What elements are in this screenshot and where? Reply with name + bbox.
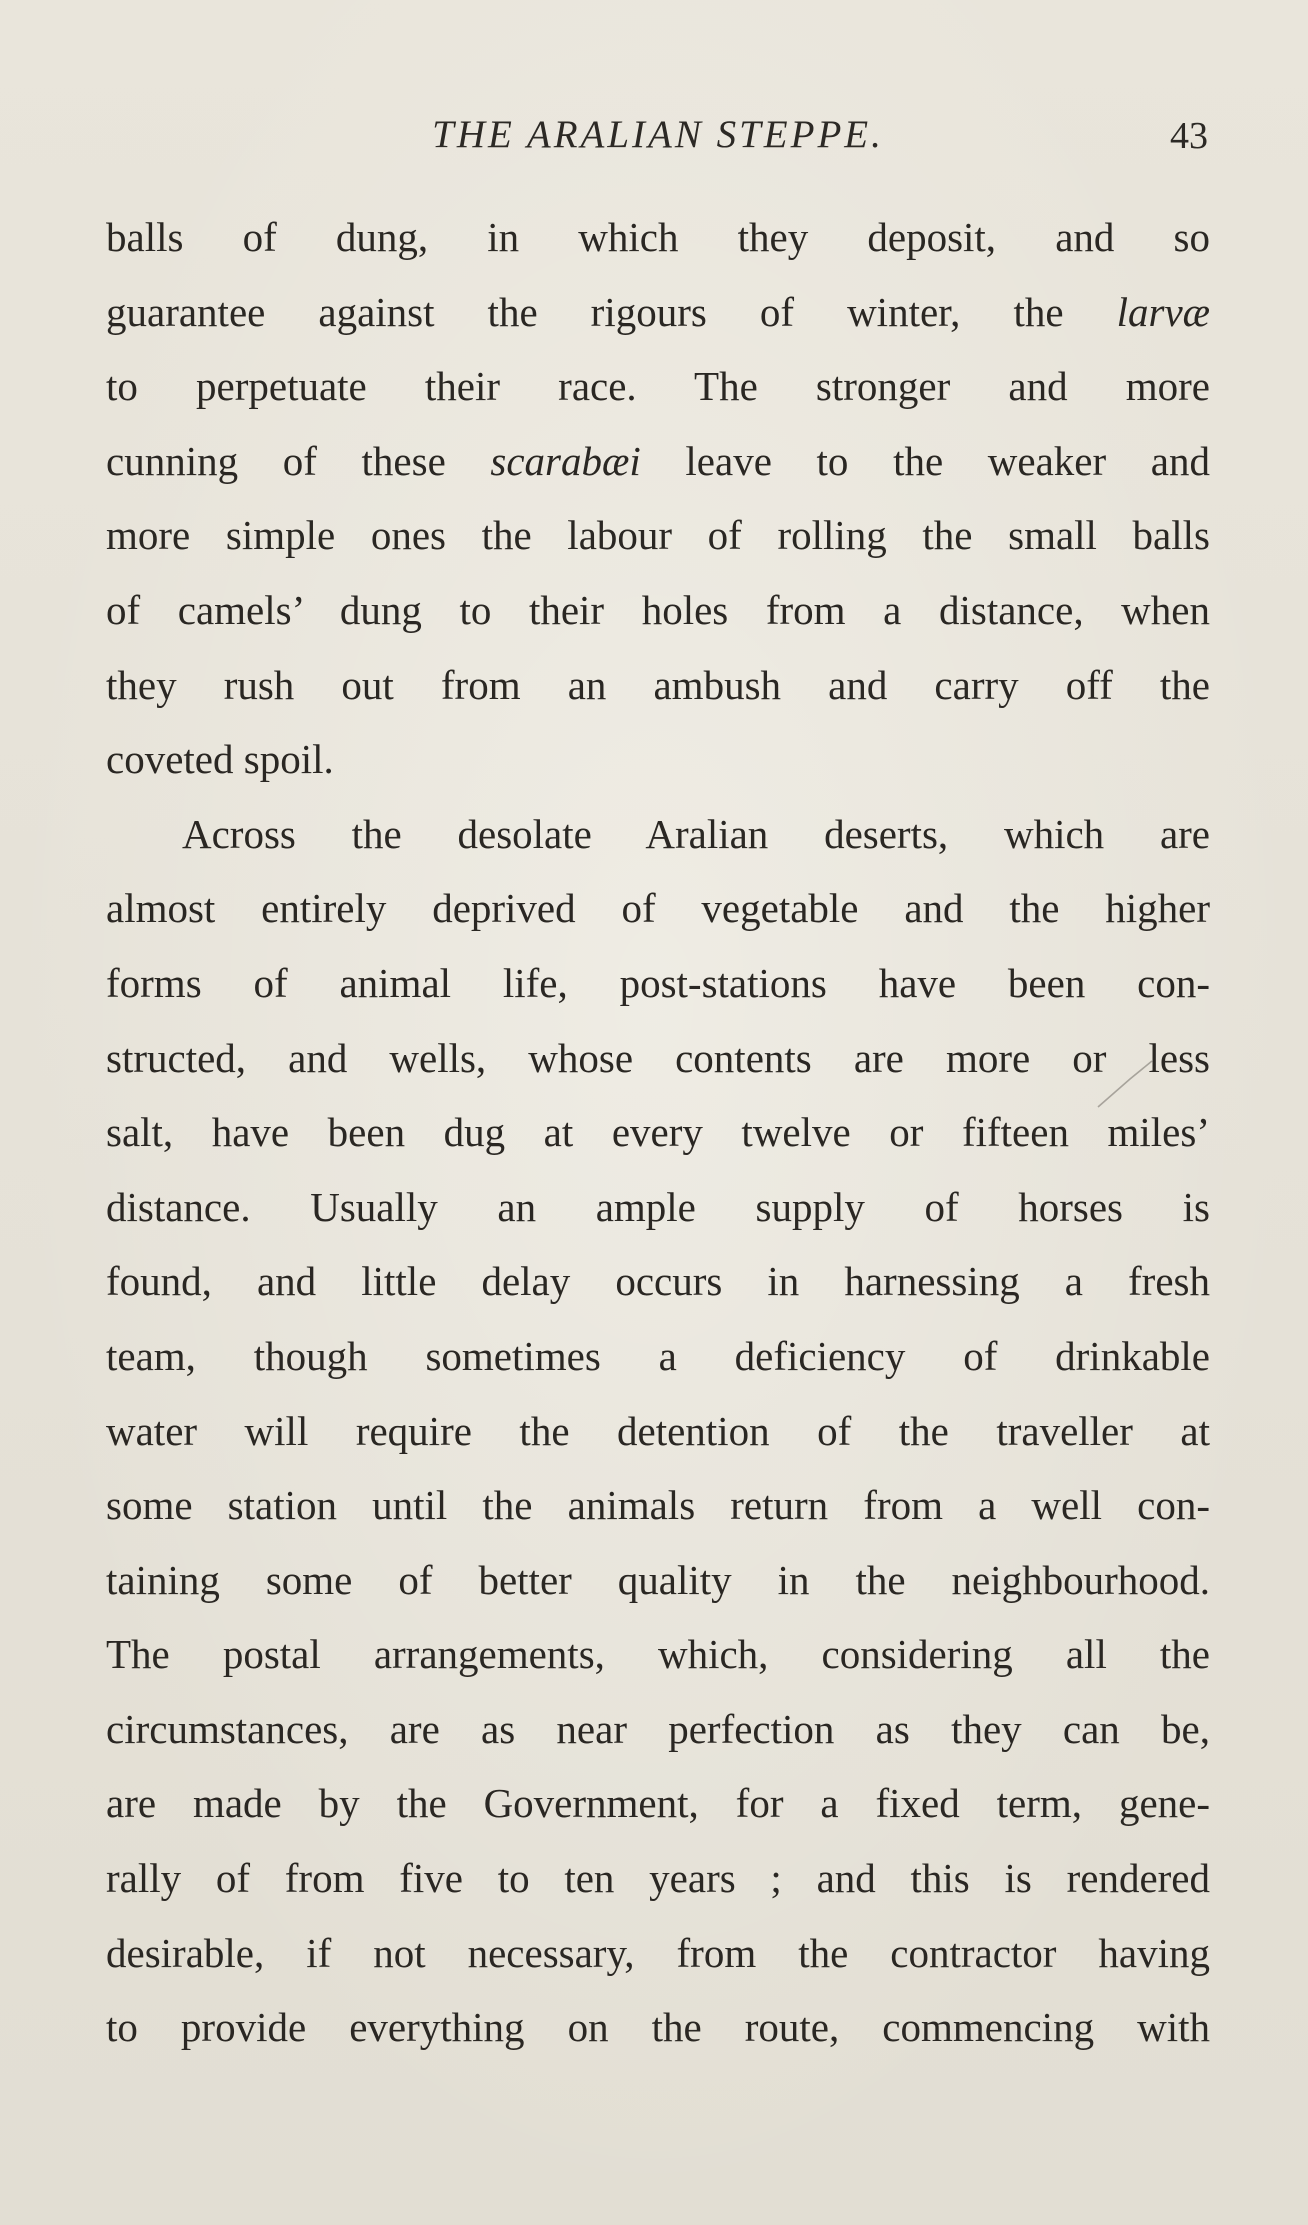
text-line: water will require the detention of the traveller at <box>106 1407 1210 1454</box>
text-line: almost entirely deprived of vegetable and the higher <box>106 885 1210 932</box>
text-line: salt, have been dug at every twelve or fifteen miles’ <box>106 1109 1210 1156</box>
text-line: rally of from five to ten years ; and this is rendered <box>106 1855 1210 1902</box>
italic-term-scarabaei: scarabæi <box>490 437 641 484</box>
text-line: The postal arrangements, which, considering all the <box>106 1631 1210 1678</box>
text-line: team, though sometimes a deficiency of drinkable <box>106 1332 1210 1379</box>
text-line: some station until the animals return from a well con- <box>106 1482 1210 1529</box>
text-line: are made by the Government, for a fixed term, gene- <box>106 1780 1210 1827</box>
text-span: guarantee against the rigours of winter, the <box>106 288 1117 335</box>
text-line: they rush out from an ambush and carry off the <box>106 661 1210 708</box>
text-line: taining some of better quality in the neighbourhood. <box>106 1556 1210 1603</box>
running-head <box>106 108 1210 168</box>
running-title: THE ARALIAN STEPPE. <box>432 113 884 156</box>
text-line: coveted spoil. <box>106 736 334 783</box>
text-line: balls of dung, in which they deposit, and so <box>106 214 1210 260</box>
italic-term-larvae: larvæ <box>1116 288 1210 335</box>
text-line: desirable, if not necessary, from the contractor having <box>106 1929 1210 1976</box>
text-line: distance. Usually an ample supply of horses is <box>106 1183 1210 1230</box>
page-number: 43 <box>1170 115 1208 157</box>
text-line: to provide everything on the route, commencing with <box>106 2004 1210 2051</box>
text-line: of camels’ dung to their holes from a distance, when <box>106 586 1210 633</box>
text-line: structed, and wells, whose contents are more or less <box>106 1034 1210 1081</box>
text-span: leave to the weaker and <box>640 437 1210 484</box>
text-line: more simple ones the labour of rolling the small balls <box>106 512 1210 559</box>
text-line: circumstances, are as near perfection as they can be, <box>106 1705 1210 1752</box>
text-span: cunning of these <box>106 437 491 484</box>
text-line <box>106 424 1210 499</box>
text-line: to perpetuate their race. The stronger and more <box>106 363 1210 410</box>
text-line <box>106 275 1210 350</box>
text-line: forms of animal life, post-stations have been con- <box>106 959 1210 1006</box>
body-text <box>106 200 1210 2065</box>
text-line: found, and little delay occurs in harnessing a fresh <box>106 1258 1210 1305</box>
text-line: Across the desolate Aralian deserts, which are <box>182 810 1210 857</box>
